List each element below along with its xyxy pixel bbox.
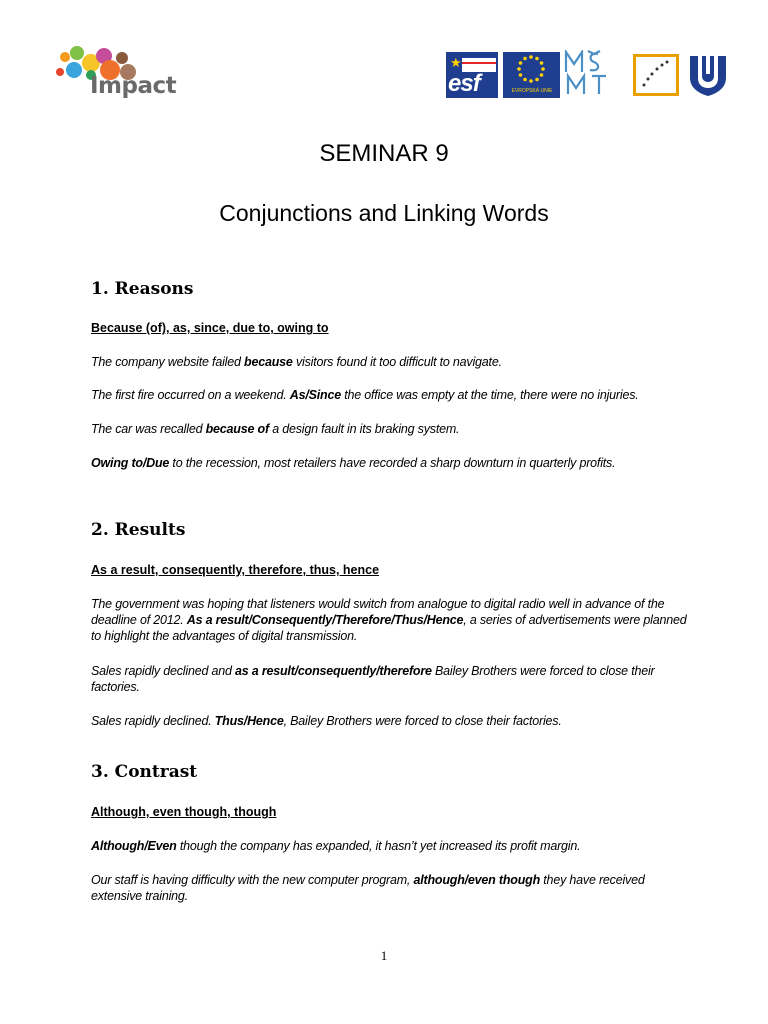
- example-sentence: [91, 596, 691, 644]
- impact-logo-text: Impact: [90, 73, 177, 99]
- example-text: the office was empty at the time, there were no injuries.: [340, 388, 639, 402]
- linking-word: because: [244, 355, 293, 369]
- example-sentence: [91, 713, 691, 729]
- eu-stars-icon: [503, 52, 560, 88]
- section-heading-reasons: 1. Reasons: [91, 279, 194, 299]
- example-text: a design fault in its braking system.: [268, 422, 460, 436]
- page-number: 1: [380, 948, 388, 963]
- university-logo: [688, 52, 728, 98]
- university-emblem-icon: [688, 52, 728, 98]
- example-text: to the recession, most retailers have recorded a sharp downturn in quarterly profits.: [169, 456, 616, 470]
- example-text: The first fire occurred on a weekend.: [91, 388, 290, 402]
- eu-label: EVROPSKÁ UNIE: [511, 88, 553, 94]
- op-logo: [633, 54, 679, 96]
- section-heading-contrast: 3. Contrast: [91, 762, 198, 782]
- example-text: visitors found it too difficult to navigate.: [292, 355, 502, 369]
- linking-word: as a result/consequently/therefore: [235, 664, 432, 678]
- example-sentence: [91, 838, 691, 854]
- msmt-logo: [564, 50, 624, 98]
- example-text: , a series of advertisements were planned to highlight the advantages of digital transmission.: [91, 613, 687, 643]
- impact-logo: [46, 40, 186, 120]
- example-text: , Bailey Brothers were forced to close their factories.: [283, 714, 562, 728]
- linking-word: As/Since: [289, 388, 341, 402]
- example-sentence: [91, 387, 691, 403]
- example-text: The company website failed: [91, 355, 245, 369]
- example-text: Our staff is having difficulty with the new computer program,: [91, 873, 414, 887]
- example-sentence: [91, 421, 691, 437]
- example-sentence: [91, 455, 691, 471]
- example-text: The car was recalled: [91, 422, 206, 436]
- section-subheading-contrast: Although, even though, though: [91, 805, 277, 819]
- example-text: though the company has expanded, it hasn’t yet increased its profit margin.: [176, 839, 581, 853]
- linking-word: Thus/Hence: [214, 714, 284, 728]
- example-text: Bailey Brothers were forced to close their factories.: [91, 664, 655, 694]
- example-sentence: [91, 354, 691, 370]
- seminar-title: SEMINAR 9: [319, 140, 449, 167]
- section-heading-results: 2. Results: [91, 520, 186, 540]
- example-text: Sales rapidly declined.: [91, 714, 215, 728]
- document-subtitle: Conjunctions and Linking Words: [219, 200, 549, 226]
- esf-logo: ★ esf: [446, 52, 498, 98]
- example-sentence: [91, 872, 691, 904]
- linking-word: although/even though: [413, 873, 541, 887]
- linking-word: Owing to/Due: [91, 456, 170, 470]
- example-text: The government was hoping that listeners would switch from analogue to digital radio well in advance of the deadline of 2012.: [91, 597, 665, 627]
- linking-word: Although/Even: [91, 839, 177, 853]
- linking-word: because of: [205, 422, 269, 436]
- partner-logos: [446, 52, 728, 102]
- example-text: Sales rapidly declined and: [91, 664, 236, 678]
- section-subheading-reasons: Because (of), as, since, due to, owing to: [91, 321, 329, 335]
- example-sentence: [91, 663, 671, 695]
- op-dots-icon: [636, 57, 676, 93]
- linking-word: As a result/Consequently/Therefore/Thus/Hence: [186, 613, 464, 627]
- example-text: they have received extensive training.: [91, 873, 645, 903]
- section-subheading-results: As a result, consequently, therefore, thus, hence: [91, 563, 380, 577]
- msmt-icon: [564, 50, 624, 96]
- esf-logo-text: esf: [448, 70, 480, 97]
